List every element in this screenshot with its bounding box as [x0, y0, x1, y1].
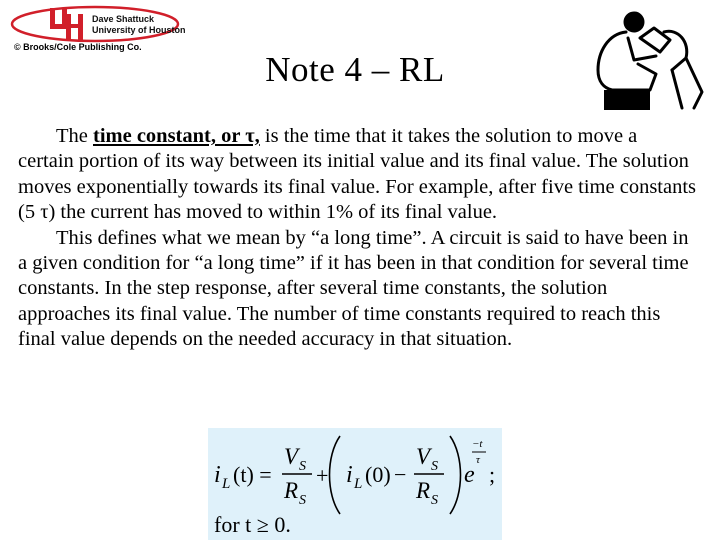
formula-i0-sub: L [354, 476, 363, 492]
p1-lead: The [56, 125, 93, 147]
formula-v1-sub: S [299, 459, 306, 474]
formula-r1-sub: S [299, 493, 306, 508]
p1-rest: is the time that it takes the solution to move a certain portion of its way between its initial value and its final value. The solution moves exponentially towards its final value. For example, after five time constants (5 τ) the current has moved to within 1% of its final value. [18, 125, 697, 224]
formula-r2: R [416, 478, 431, 503]
formula-r2-sub: S [431, 493, 438, 508]
formula-e: e [464, 462, 475, 488]
logo-university: University of Houston [92, 25, 186, 35]
formula-v2-sub: S [431, 459, 438, 474]
logo-name: Dave Shattuck [92, 14, 155, 24]
left-paren [330, 436, 341, 514]
formula-i0-arg: (0) [365, 462, 391, 487]
formula-lhs-arg: (t) = [233, 462, 272, 487]
page-title: Note 4 – RL [265, 50, 445, 89]
formula-v1: V [284, 444, 299, 469]
formula-semicolon: ; [489, 462, 496, 487]
formula-r1: R [284, 478, 299, 503]
time-constant-term: time constant, or τ, [93, 125, 260, 147]
uh-logo-icon [10, 4, 180, 44]
formula-box [208, 428, 502, 540]
formula-plus: + [316, 463, 329, 488]
copyright-text: © Brooks/Cole Publishing Co. [14, 42, 142, 52]
formula-i0-i: i [346, 462, 353, 488]
step-response-formula [208, 428, 502, 540]
formula-lhs-i: i [214, 462, 221, 488]
right-paren [450, 436, 461, 514]
paragraph-time-constant [18, 124, 698, 226]
formula-condition: for t ≥ 0. [214, 512, 291, 537]
formula-lhs-sub: L [222, 476, 231, 492]
body-text [18, 124, 698, 353]
formula-v2: V [416, 444, 431, 469]
formula-exp-num: −t [472, 438, 483, 450]
formula-exp-den: τ [476, 454, 480, 466]
person-reading-icon [590, 8, 710, 114]
formula-minus: − [394, 462, 407, 487]
paragraph-long-time: This defines what we mean by “a long time”. A circuit is said to have been in a given condition for “a long time” if it has been in that condition for several time constants. In the step response, after several time constants, the solution approaches its final value. The number of time constants required to reach this final value depends on the needed accuracy in that situation. [18, 226, 689, 351]
